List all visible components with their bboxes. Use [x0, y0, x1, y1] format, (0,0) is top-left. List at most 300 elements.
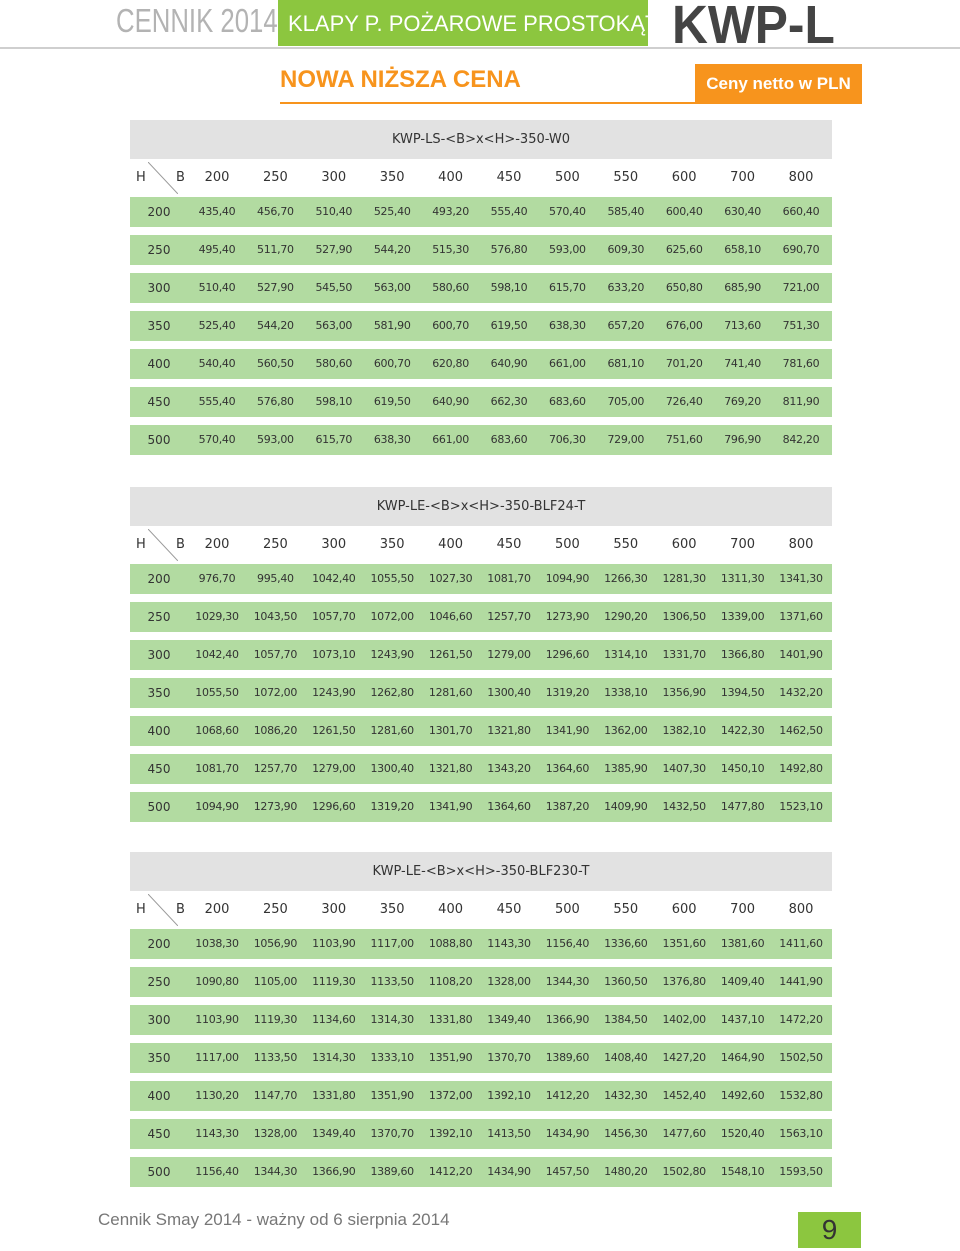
price-cell: 1043,50 [253, 610, 298, 623]
price-cell: 701,20 [665, 357, 703, 370]
price-cell: 1056,90 [253, 937, 298, 950]
price-cell: 1156,40 [195, 1165, 239, 1178]
price-cell: 796,90 [724, 433, 761, 446]
price-cell: 598,10 [315, 395, 353, 408]
price-cell: 1407,30 [662, 762, 706, 775]
price-cell: 1351,60 [662, 937, 706, 950]
price-cell: 619,50 [490, 319, 528, 332]
width-header-cell: 550 [613, 537, 639, 552]
price-cell: 1432,30 [604, 1089, 648, 1102]
price-cell: 1382,10 [662, 724, 706, 737]
price-cell: 1413,50 [487, 1127, 531, 1140]
price-cell: 1081,70 [195, 762, 239, 775]
price-cell: 1333,10 [370, 1051, 414, 1064]
table-row [130, 640, 832, 670]
page-number: 9 [798, 1212, 861, 1248]
price-cell: 1502,50 [779, 1051, 823, 1064]
price-cell: 1314,30 [370, 1013, 414, 1026]
price-cell: 555,40 [490, 205, 528, 218]
price-cell: 1300,40 [370, 762, 414, 775]
width-header-cell: 450 [496, 170, 522, 185]
width-header-cell: 300 [321, 902, 347, 917]
price-cell: 593,00 [257, 433, 294, 446]
height-cell: 500 [147, 800, 171, 814]
price-cell: 1094,90 [545, 572, 590, 585]
price-cell: 1441,90 [779, 975, 823, 988]
price-cell: 1072,00 [253, 686, 298, 699]
price-cell: 1296,60 [545, 648, 590, 661]
price-cell: 1432,20 [779, 686, 823, 699]
price-cell: 713,60 [724, 319, 761, 332]
price-cell: 1156,40 [545, 937, 590, 950]
width-header-cell: 800 [788, 902, 814, 917]
price-cell: 1281,60 [428, 686, 473, 699]
price-cell: 1133,50 [253, 1051, 298, 1064]
width-header-cell: 250 [262, 170, 288, 185]
price-cell: 1366,80 [720, 648, 765, 661]
price-cell: 1450,10 [720, 762, 765, 775]
price-cell: 1392,10 [487, 1089, 531, 1102]
price-cell: 1366,90 [312, 1165, 356, 1178]
price-cell: 721,00 [782, 281, 820, 294]
price-cell: 811,90 [782, 395, 820, 408]
price-cell: 1281,60 [370, 724, 414, 737]
price-cell: 1472,20 [779, 1013, 823, 1026]
height-cell: 200 [147, 205, 171, 219]
width-header-cell: 200 [204, 902, 230, 917]
price-cell: 1108,20 [428, 975, 473, 988]
table-row [130, 235, 832, 265]
price-cell: 1094,90 [195, 800, 239, 813]
price-cell: 1257,70 [487, 610, 531, 623]
width-header-cell: 200 [204, 170, 230, 185]
height-cell: 300 [147, 648, 171, 662]
price-cell: 1134,60 [312, 1013, 356, 1026]
price-cell: 633,20 [607, 281, 645, 294]
price-cell: 681,10 [607, 357, 645, 370]
price-cell: 1103,90 [312, 937, 356, 950]
price-cell: 1257,70 [253, 762, 298, 775]
price-cell: 1296,60 [312, 800, 356, 813]
currency-badge: Ceny netto w PLN [695, 64, 862, 104]
price-cell: 527,90 [257, 281, 294, 294]
height-cell: 350 [147, 319, 171, 333]
price-cell: 585,40 [607, 205, 645, 218]
category-banner: KLAPY P. POŻAROWE PROSTOKĄTNE [278, 0, 648, 46]
price-cell: 690,70 [782, 243, 820, 256]
price-cell: 1143,30 [487, 937, 531, 950]
width-header-cell: 800 [788, 537, 814, 552]
price-cell: 1364,60 [487, 800, 531, 813]
price-cell: 1370,70 [370, 1127, 414, 1140]
price-cell: 1339,00 [720, 610, 765, 623]
price-cell: 1532,80 [779, 1089, 823, 1102]
price-cell: 1105,00 [253, 975, 298, 988]
price-cell: 1492,60 [720, 1089, 765, 1102]
width-header-cell: 250 [262, 537, 288, 552]
price-cell: 1477,60 [662, 1127, 706, 1140]
price-cell: 769,20 [724, 395, 761, 408]
width-header-cell: 450 [496, 537, 522, 552]
price-cell: 1273,90 [253, 800, 298, 813]
price-cell: 620,80 [432, 357, 469, 370]
price-cell: 1437,10 [720, 1013, 765, 1026]
price-cell: 1434,90 [545, 1127, 590, 1140]
table-row [130, 349, 832, 379]
price-cell: 1243,90 [312, 686, 356, 699]
h-axis-label: H [136, 170, 146, 185]
price-cell: 598,10 [490, 281, 528, 294]
price-cell: 560,50 [257, 357, 294, 370]
price-cell: 685,90 [724, 281, 761, 294]
width-header-cell: 550 [613, 902, 639, 917]
price-cell: 1370,70 [487, 1051, 531, 1064]
price-cell: 525,40 [373, 205, 411, 218]
price-cell: 640,90 [432, 395, 469, 408]
price-cell: 1432,50 [662, 800, 706, 813]
product-code: KWP-L [672, 0, 835, 55]
price-cell: 1314,30 [312, 1051, 356, 1064]
price-cell: 1412,20 [428, 1165, 473, 1178]
price-cell: 593,00 [549, 243, 586, 256]
price-cell: 625,60 [665, 243, 703, 256]
price-cell: 638,30 [549, 319, 586, 332]
price-cell: 640,90 [490, 357, 528, 370]
footer-validity: Cennik Smay 2014 - ważny od 6 sierpnia 2014 [98, 1210, 450, 1229]
price-cell: 1394,50 [720, 686, 765, 699]
price-cell: 1279,00 [487, 648, 531, 661]
price-cell: 1088,80 [428, 937, 473, 950]
price-cell: 1281,30 [662, 572, 706, 585]
width-header-cell: 700 [730, 170, 755, 185]
table-row [130, 197, 832, 227]
height-cell: 200 [147, 937, 171, 951]
price-cell: 1130,20 [195, 1089, 239, 1102]
price-cell: 1344,30 [253, 1165, 298, 1178]
height-cell: 250 [147, 610, 171, 624]
price-cell: 1385,90 [604, 762, 648, 775]
price-cell: 570,40 [198, 433, 236, 446]
price-cell: 660,40 [782, 205, 820, 218]
price-cell: 1360,50 [604, 975, 648, 988]
price-cell: 1314,10 [604, 648, 648, 661]
price-cell: 1103,90 [195, 1013, 239, 1026]
page-header [0, 0, 960, 110]
width-header-cell: 400 [438, 902, 463, 917]
b-axis-label: B [176, 170, 185, 185]
price-cell: 1328,00 [487, 975, 531, 988]
price-cell: 1351,90 [370, 1089, 414, 1102]
height-cell: 350 [147, 686, 171, 700]
table-row [130, 1005, 832, 1035]
price-cell: 1068,60 [195, 724, 239, 737]
width-header-cell: 300 [321, 537, 347, 552]
price-cell: 976,70 [198, 572, 236, 585]
price-cell: 525,40 [198, 319, 236, 332]
price-cell: 1119,30 [253, 1013, 298, 1026]
price-cell: 1306,50 [662, 610, 706, 623]
height-cell: 250 [147, 975, 171, 989]
height-cell: 450 [147, 395, 171, 409]
price-cell: 1344,30 [545, 975, 590, 988]
width-header-cell: 400 [438, 170, 463, 185]
header-diagonal [148, 162, 178, 194]
price-cell: 1331,80 [428, 1013, 473, 1026]
price-cell: 638,30 [373, 433, 411, 446]
table-row [130, 1081, 832, 1111]
price-cell: 1362,00 [604, 724, 648, 737]
price-cell: 1119,30 [312, 975, 356, 988]
price-cell: 842,20 [782, 433, 820, 446]
width-header-cell: 600 [671, 170, 697, 185]
table-row [130, 1119, 832, 1149]
height-cell: 300 [147, 281, 171, 295]
price-cell: 1057,70 [312, 610, 356, 623]
price-cell: 456,70 [257, 205, 294, 218]
table-header-row [130, 159, 832, 197]
price-cell: 1262,80 [370, 686, 414, 699]
price-cell: 1331,80 [312, 1089, 356, 1102]
price-cell: 1548,10 [720, 1165, 765, 1178]
price-cell: 1401,90 [779, 648, 823, 661]
price-cell: 741,40 [724, 357, 761, 370]
table-row [130, 1157, 832, 1187]
price-cell: 781,60 [782, 357, 820, 370]
price-cell: 540,40 [198, 357, 236, 370]
table-row [130, 425, 832, 455]
price-cell: 1434,90 [487, 1165, 531, 1178]
height-cell: 500 [147, 1165, 171, 1179]
price-cell: 751,60 [665, 433, 703, 446]
price-cell: 630,40 [724, 205, 761, 218]
width-header-cell: 350 [379, 537, 405, 552]
table-row [130, 387, 832, 417]
table-row [130, 311, 832, 341]
price-cell: 657,20 [607, 319, 645, 332]
price-cell: 580,60 [432, 281, 469, 294]
price-cell: 1046,60 [428, 610, 473, 623]
price-cell: 1427,20 [662, 1051, 706, 1064]
b-axis-label: B [176, 902, 185, 917]
price-cell: 1351,90 [428, 1051, 473, 1064]
price-cell: 510,40 [198, 281, 236, 294]
price-cell: 600,70 [373, 357, 411, 370]
price-cell: 570,40 [549, 205, 586, 218]
price-cell: 1477,80 [720, 800, 765, 813]
price-cell: 1072,00 [370, 610, 414, 623]
width-header-cell: 450 [496, 902, 522, 917]
h-axis-label: H [136, 902, 146, 917]
price-cell: 609,30 [607, 243, 645, 256]
height-cell: 400 [147, 1089, 171, 1103]
price-cell: 1376,80 [662, 975, 706, 988]
table-title: KWP-LE-<B>x<H>-350-BLF24-T [130, 487, 832, 526]
width-header-cell: 800 [788, 170, 814, 185]
price-cell: 662,30 [490, 395, 528, 408]
price-cell: 1273,90 [545, 610, 590, 623]
price-cell: 1408,40 [604, 1051, 648, 1064]
price-cell: 1301,70 [428, 724, 473, 737]
table-row [130, 564, 832, 594]
price-cell: 1336,60 [604, 937, 648, 950]
price-cell: 676,00 [665, 319, 703, 332]
price-cell: 1243,90 [370, 648, 414, 661]
price-cell: 1338,10 [604, 686, 648, 699]
price-cell: 1038,30 [195, 937, 239, 950]
price-cell: 1409,40 [720, 975, 765, 988]
price-cell: 1073,10 [312, 648, 356, 661]
price-cell: 555,40 [198, 395, 236, 408]
price-cell: 1319,20 [545, 686, 590, 699]
price-cell: 1133,50 [370, 975, 414, 988]
price-cell: 1389,60 [545, 1051, 590, 1064]
width-header-cell: 500 [554, 537, 580, 552]
price-cell: 581,90 [373, 319, 411, 332]
table-row [130, 273, 832, 303]
width-header-cell: 200 [204, 537, 230, 552]
price-cell: 1081,70 [487, 572, 531, 585]
price-cell: 1349,40 [487, 1013, 531, 1026]
promo-heading: NOWA NIŻSZA CENA [280, 66, 521, 93]
price-cell: 1143,30 [195, 1127, 239, 1140]
price-cell: 1057,70 [253, 648, 298, 661]
width-header-cell: 350 [379, 902, 405, 917]
height-cell: 450 [147, 1127, 171, 1141]
price-cell: 1492,80 [779, 762, 823, 775]
price-cell: 1311,30 [720, 572, 765, 585]
width-header-cell: 300 [321, 170, 347, 185]
price-cell: 1321,80 [428, 762, 473, 775]
price-cell: 1042,40 [312, 572, 356, 585]
table-row [130, 1043, 832, 1073]
price-cell: 1593,50 [779, 1165, 823, 1178]
table-title: KWP-LS-<B>x<H>-350-W0 [130, 120, 832, 159]
price-cell: 658,10 [724, 243, 761, 256]
price-cell: 1290,20 [604, 610, 648, 623]
price-cell: 1117,00 [195, 1051, 239, 1064]
price-cell: 1261,50 [312, 724, 356, 737]
table-row [130, 754, 832, 784]
price-cell: 580,60 [315, 357, 353, 370]
price-cell: 1411,60 [779, 937, 823, 950]
height-cell: 250 [147, 243, 171, 257]
price-cell: 1029,30 [195, 610, 239, 623]
price-cell: 1321,80 [487, 724, 531, 737]
price-cell: 1356,90 [662, 686, 706, 699]
price-cell: 1464,90 [720, 1051, 765, 1064]
price-cell: 1523,10 [779, 800, 823, 813]
width-header-cell: 600 [671, 537, 697, 552]
price-cell: 1055,50 [370, 572, 414, 585]
width-header-cell: 350 [379, 170, 405, 185]
price-cell: 1319,20 [370, 800, 414, 813]
height-cell: 500 [147, 433, 171, 447]
price-cell: 1563,10 [779, 1127, 823, 1140]
width-header-cell: 700 [730, 537, 755, 552]
price-cell: 563,00 [373, 281, 411, 294]
price-cell: 1381,60 [720, 937, 765, 950]
price-cell: 1480,20 [604, 1165, 648, 1178]
price-cell: 615,70 [315, 433, 353, 446]
price-cell: 510,40 [315, 205, 353, 218]
table-row [130, 792, 832, 822]
price-cell: 563,00 [315, 319, 353, 332]
price-cell: 1279,00 [312, 762, 356, 775]
promo-underline [280, 102, 695, 104]
price-cell: 1300,40 [487, 686, 531, 699]
price-cell: 511,70 [257, 243, 294, 256]
price-cell: 495,40 [198, 243, 236, 256]
table-row [130, 716, 832, 746]
width-header-cell: 700 [730, 902, 755, 917]
table-row [130, 602, 832, 632]
price-cell: 1343,20 [487, 762, 531, 775]
price-cell: 1331,70 [662, 648, 706, 661]
price-cell: 1412,20 [545, 1089, 590, 1102]
width-header-cell: 400 [438, 537, 463, 552]
price-cell: 1366,90 [545, 1013, 590, 1026]
table-row [130, 967, 832, 997]
price-cell: 1456,30 [604, 1127, 648, 1140]
price-cell: 493,20 [432, 205, 469, 218]
price-cell: 600,70 [432, 319, 469, 332]
price-cell: 683,60 [549, 395, 586, 408]
price-cell: 515,30 [432, 243, 469, 256]
header-diagonal [148, 529, 178, 561]
price-cell: 995,40 [257, 572, 294, 585]
price-cell: 1042,40 [195, 648, 239, 661]
price-cell: 576,80 [490, 243, 528, 256]
price-cell: 650,80 [665, 281, 703, 294]
price-cell: 1147,70 [253, 1089, 298, 1102]
price-cell: 1117,00 [370, 937, 414, 950]
price-cell: 1389,60 [370, 1165, 414, 1178]
price-cell: 729,00 [607, 433, 645, 446]
price-cell: 576,80 [257, 395, 294, 408]
price-cell: 1364,60 [545, 762, 590, 775]
price-cell: 1372,00 [428, 1089, 473, 1102]
price-cell: 1409,90 [604, 800, 648, 813]
price-cell: 615,70 [549, 281, 586, 294]
price-cell: 726,40 [665, 395, 703, 408]
width-header-cell: 600 [671, 902, 697, 917]
price-cell: 1452,40 [662, 1089, 706, 1102]
price-cell: 1341,30 [779, 572, 823, 585]
table-row [130, 929, 832, 959]
width-header-cell: 550 [613, 170, 639, 185]
price-cell: 1086,20 [253, 724, 298, 737]
height-cell: 200 [147, 572, 171, 586]
header-diagonal [148, 894, 178, 926]
price-cell: 1402,00 [662, 1013, 706, 1026]
price-cell: 683,60 [490, 433, 528, 446]
h-axis-label: H [136, 537, 146, 552]
price-cell: 705,00 [607, 395, 645, 408]
price-cell: 1090,80 [195, 975, 239, 988]
price-cell: 435,40 [198, 205, 236, 218]
price-cell: 1457,50 [545, 1165, 590, 1178]
price-cell: 600,40 [665, 205, 703, 218]
width-header-cell: 500 [554, 170, 580, 185]
width-header-cell: 250 [262, 902, 288, 917]
price-cell: 1266,30 [604, 572, 648, 585]
price-cell: 619,50 [373, 395, 411, 408]
price-cell: 1462,50 [779, 724, 823, 737]
table-row [130, 678, 832, 708]
table-title: KWP-LE-<B>x<H>-350-BLF230-T [130, 852, 832, 891]
price-cell: 1328,00 [253, 1127, 298, 1140]
width-header-cell: 500 [554, 902, 580, 917]
